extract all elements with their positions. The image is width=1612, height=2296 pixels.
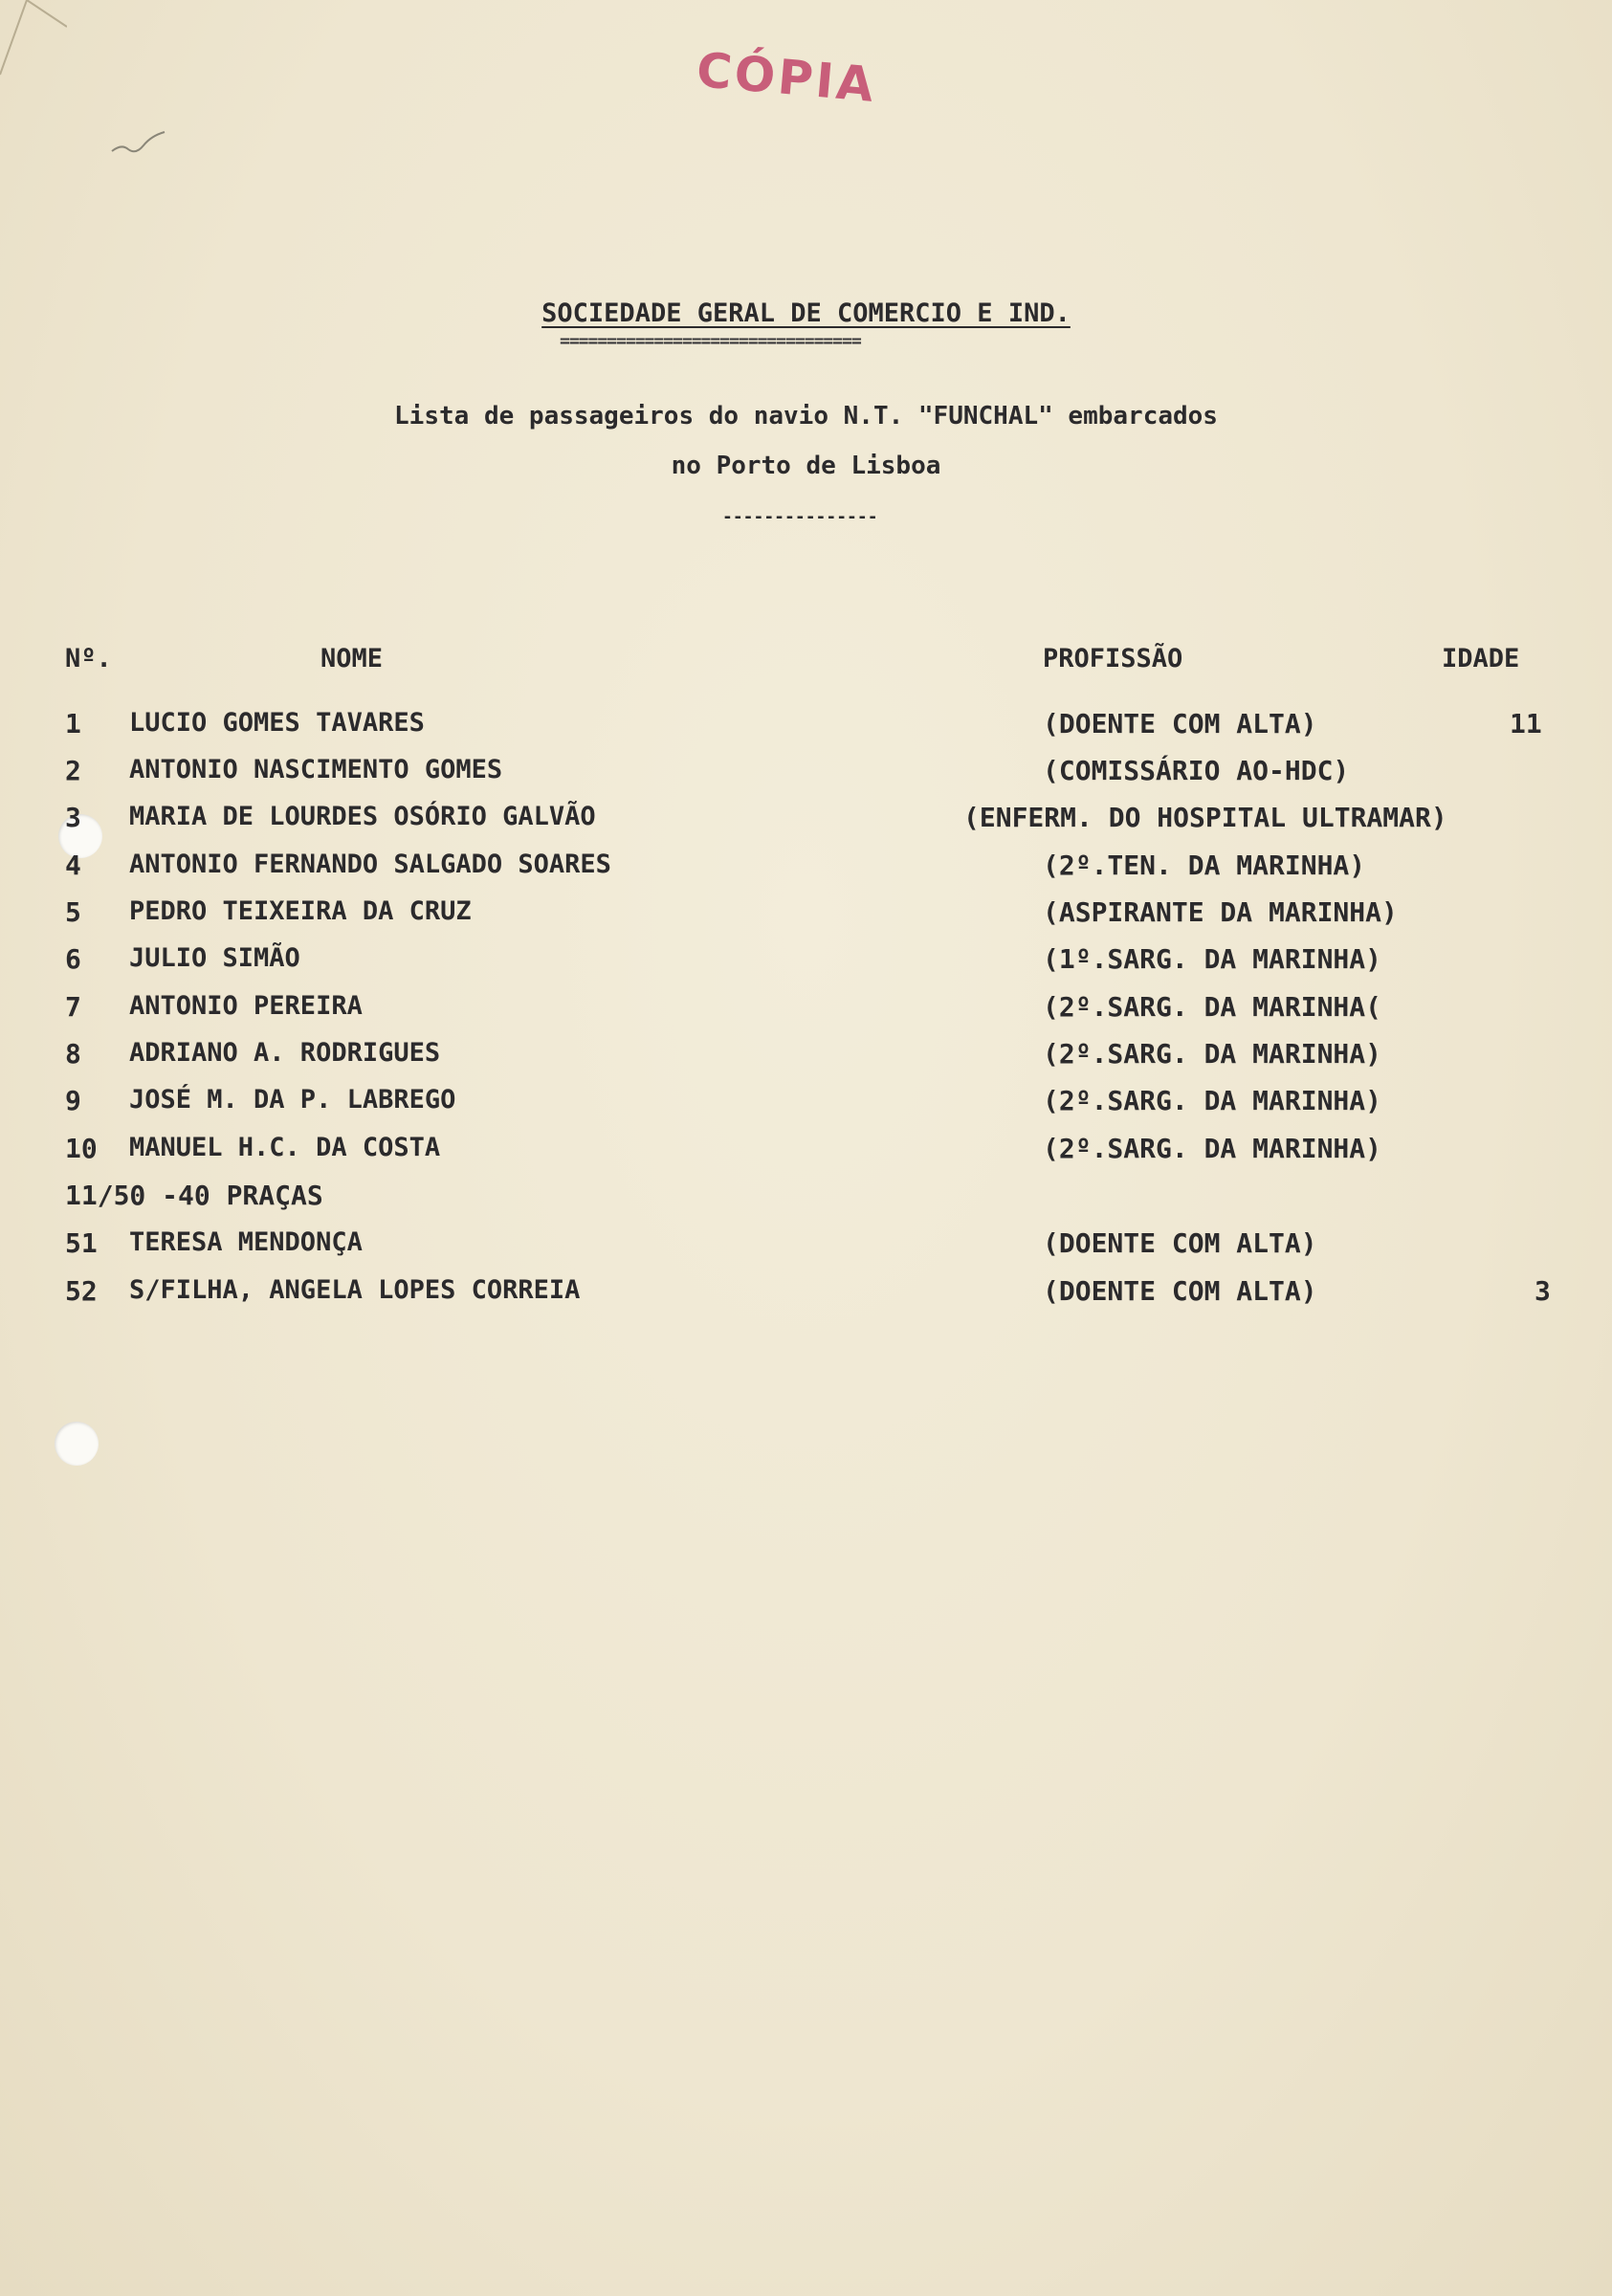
passenger-row-52 bbox=[0, 1275, 1612, 1314]
row-number: 1 bbox=[65, 708, 81, 740]
passenger-row-2 bbox=[0, 755, 1612, 793]
passenger-name: ANTONIO NASCIMENTO GOMES bbox=[129, 755, 503, 784]
passenger-age: 3 bbox=[1535, 1275, 1551, 1307]
row-number: 7 bbox=[65, 991, 81, 1023]
row-number: 5 bbox=[65, 896, 81, 928]
pencil-mark bbox=[107, 122, 174, 161]
passenger-name: MARIA DE LOURDES OSÓRIO GALVÃO bbox=[129, 802, 596, 831]
passenger-profession: (DOENTE COM ALTA) bbox=[1043, 1275, 1317, 1307]
row-number: 10 bbox=[65, 1133, 98, 1164]
passenger-name: TERESA MENDONÇA bbox=[129, 1227, 363, 1257]
header-num: Nº. bbox=[65, 644, 112, 673]
copy-stamp: CÓPIA bbox=[694, 41, 879, 114]
subtitle-line-1: Lista de passageiros do navio N.T. "FUNCHAL" embarcados bbox=[394, 402, 1218, 430]
passenger-name: JULIO SIMÃO bbox=[129, 943, 300, 973]
paper-corner-crease bbox=[0, 0, 67, 86]
header-age: IDADE bbox=[1442, 644, 1520, 673]
row-number: 3 bbox=[65, 802, 81, 833]
passenger-profession: (ENFERM. DO HOSPITAL ULTRAMAR) bbox=[963, 802, 1447, 833]
passenger-profession: (2º.SARG. DA MARINHA) bbox=[1043, 1085, 1382, 1116]
row-number: 4 bbox=[65, 850, 81, 881]
subtitle-line-2: no Porto de Lisboa bbox=[671, 452, 941, 480]
header-name: NOME bbox=[320, 644, 384, 673]
row-number: 52 bbox=[65, 1275, 98, 1307]
header-profession: PROFISSÃO bbox=[1043, 644, 1183, 673]
passenger-profession: (COMISSÁRIO AO-HDC) bbox=[1043, 755, 1350, 786]
passenger-row-6 bbox=[0, 943, 1612, 982]
row-number: 9 bbox=[65, 1085, 81, 1116]
subtitle-dash-rule: --------------- bbox=[722, 507, 878, 527]
passenger-row-7 bbox=[0, 991, 1612, 1029]
group-line-text: 11/50 -40 PRAÇAS bbox=[65, 1180, 323, 1211]
passenger-profession: (1º.SARG. DA MARINHA) bbox=[1043, 943, 1382, 975]
punch-hole-bottom bbox=[55, 1422, 99, 1466]
passenger-profession: (DOENTE COM ALTA) bbox=[1043, 708, 1317, 740]
passenger-profession: (2º.SARG. DA MARINHA( bbox=[1043, 991, 1382, 1023]
passenger-profession: (2º.TEN. DA MARINHA) bbox=[1043, 850, 1366, 881]
passenger-profession: (ASPIRANTE DA MARINHA) bbox=[1043, 896, 1398, 928]
row-number: 51 bbox=[65, 1227, 98, 1259]
company-title bbox=[0, 298, 1612, 328]
company-double-rule: ================================ bbox=[560, 331, 861, 351]
passenger-name: PEDRO TEIXEIRA DA CRUZ bbox=[129, 896, 472, 926]
row-number: 8 bbox=[65, 1038, 81, 1070]
row-number: 6 bbox=[65, 943, 81, 975]
passenger-row-1 bbox=[0, 708, 1612, 746]
passenger-row-3 bbox=[0, 802, 1612, 840]
passenger-profession: (2º.SARG. DA MARINHA) bbox=[1043, 1038, 1382, 1070]
group-row bbox=[0, 1180, 1612, 1218]
passenger-name: JOSÉ M. DA P. LABREGO bbox=[129, 1085, 456, 1115]
passenger-age: 11 bbox=[1510, 708, 1542, 740]
passenger-name: LUCIO GOMES TAVARES bbox=[129, 708, 425, 738]
passenger-name: ADRIANO A. RODRIGUES bbox=[129, 1038, 441, 1068]
passenger-row-8 bbox=[0, 1038, 1612, 1076]
passenger-row-10 bbox=[0, 1133, 1612, 1171]
passenger-row-5 bbox=[0, 896, 1612, 935]
passenger-name: MANUEL H.C. DA COSTA bbox=[129, 1133, 441, 1162]
passenger-name: ANTONIO PEREIRA bbox=[129, 991, 363, 1021]
passenger-row-4 bbox=[0, 850, 1612, 888]
passenger-name: S/FILHA, ANGELA LOPES CORREIA bbox=[129, 1275, 581, 1305]
passenger-profession: (2º.SARG. DA MARINHA) bbox=[1043, 1133, 1382, 1164]
company-name: SOCIEDADE GERAL DE COMERCIO E IND. bbox=[541, 298, 1071, 328]
passenger-profession: (DOENTE COM ALTA) bbox=[1043, 1227, 1317, 1259]
passenger-row-51 bbox=[0, 1227, 1612, 1266]
row-number: 2 bbox=[65, 755, 81, 786]
passenger-row-9 bbox=[0, 1085, 1612, 1123]
passenger-name: ANTONIO FERNANDO SALGADO SOARES bbox=[129, 850, 611, 879]
